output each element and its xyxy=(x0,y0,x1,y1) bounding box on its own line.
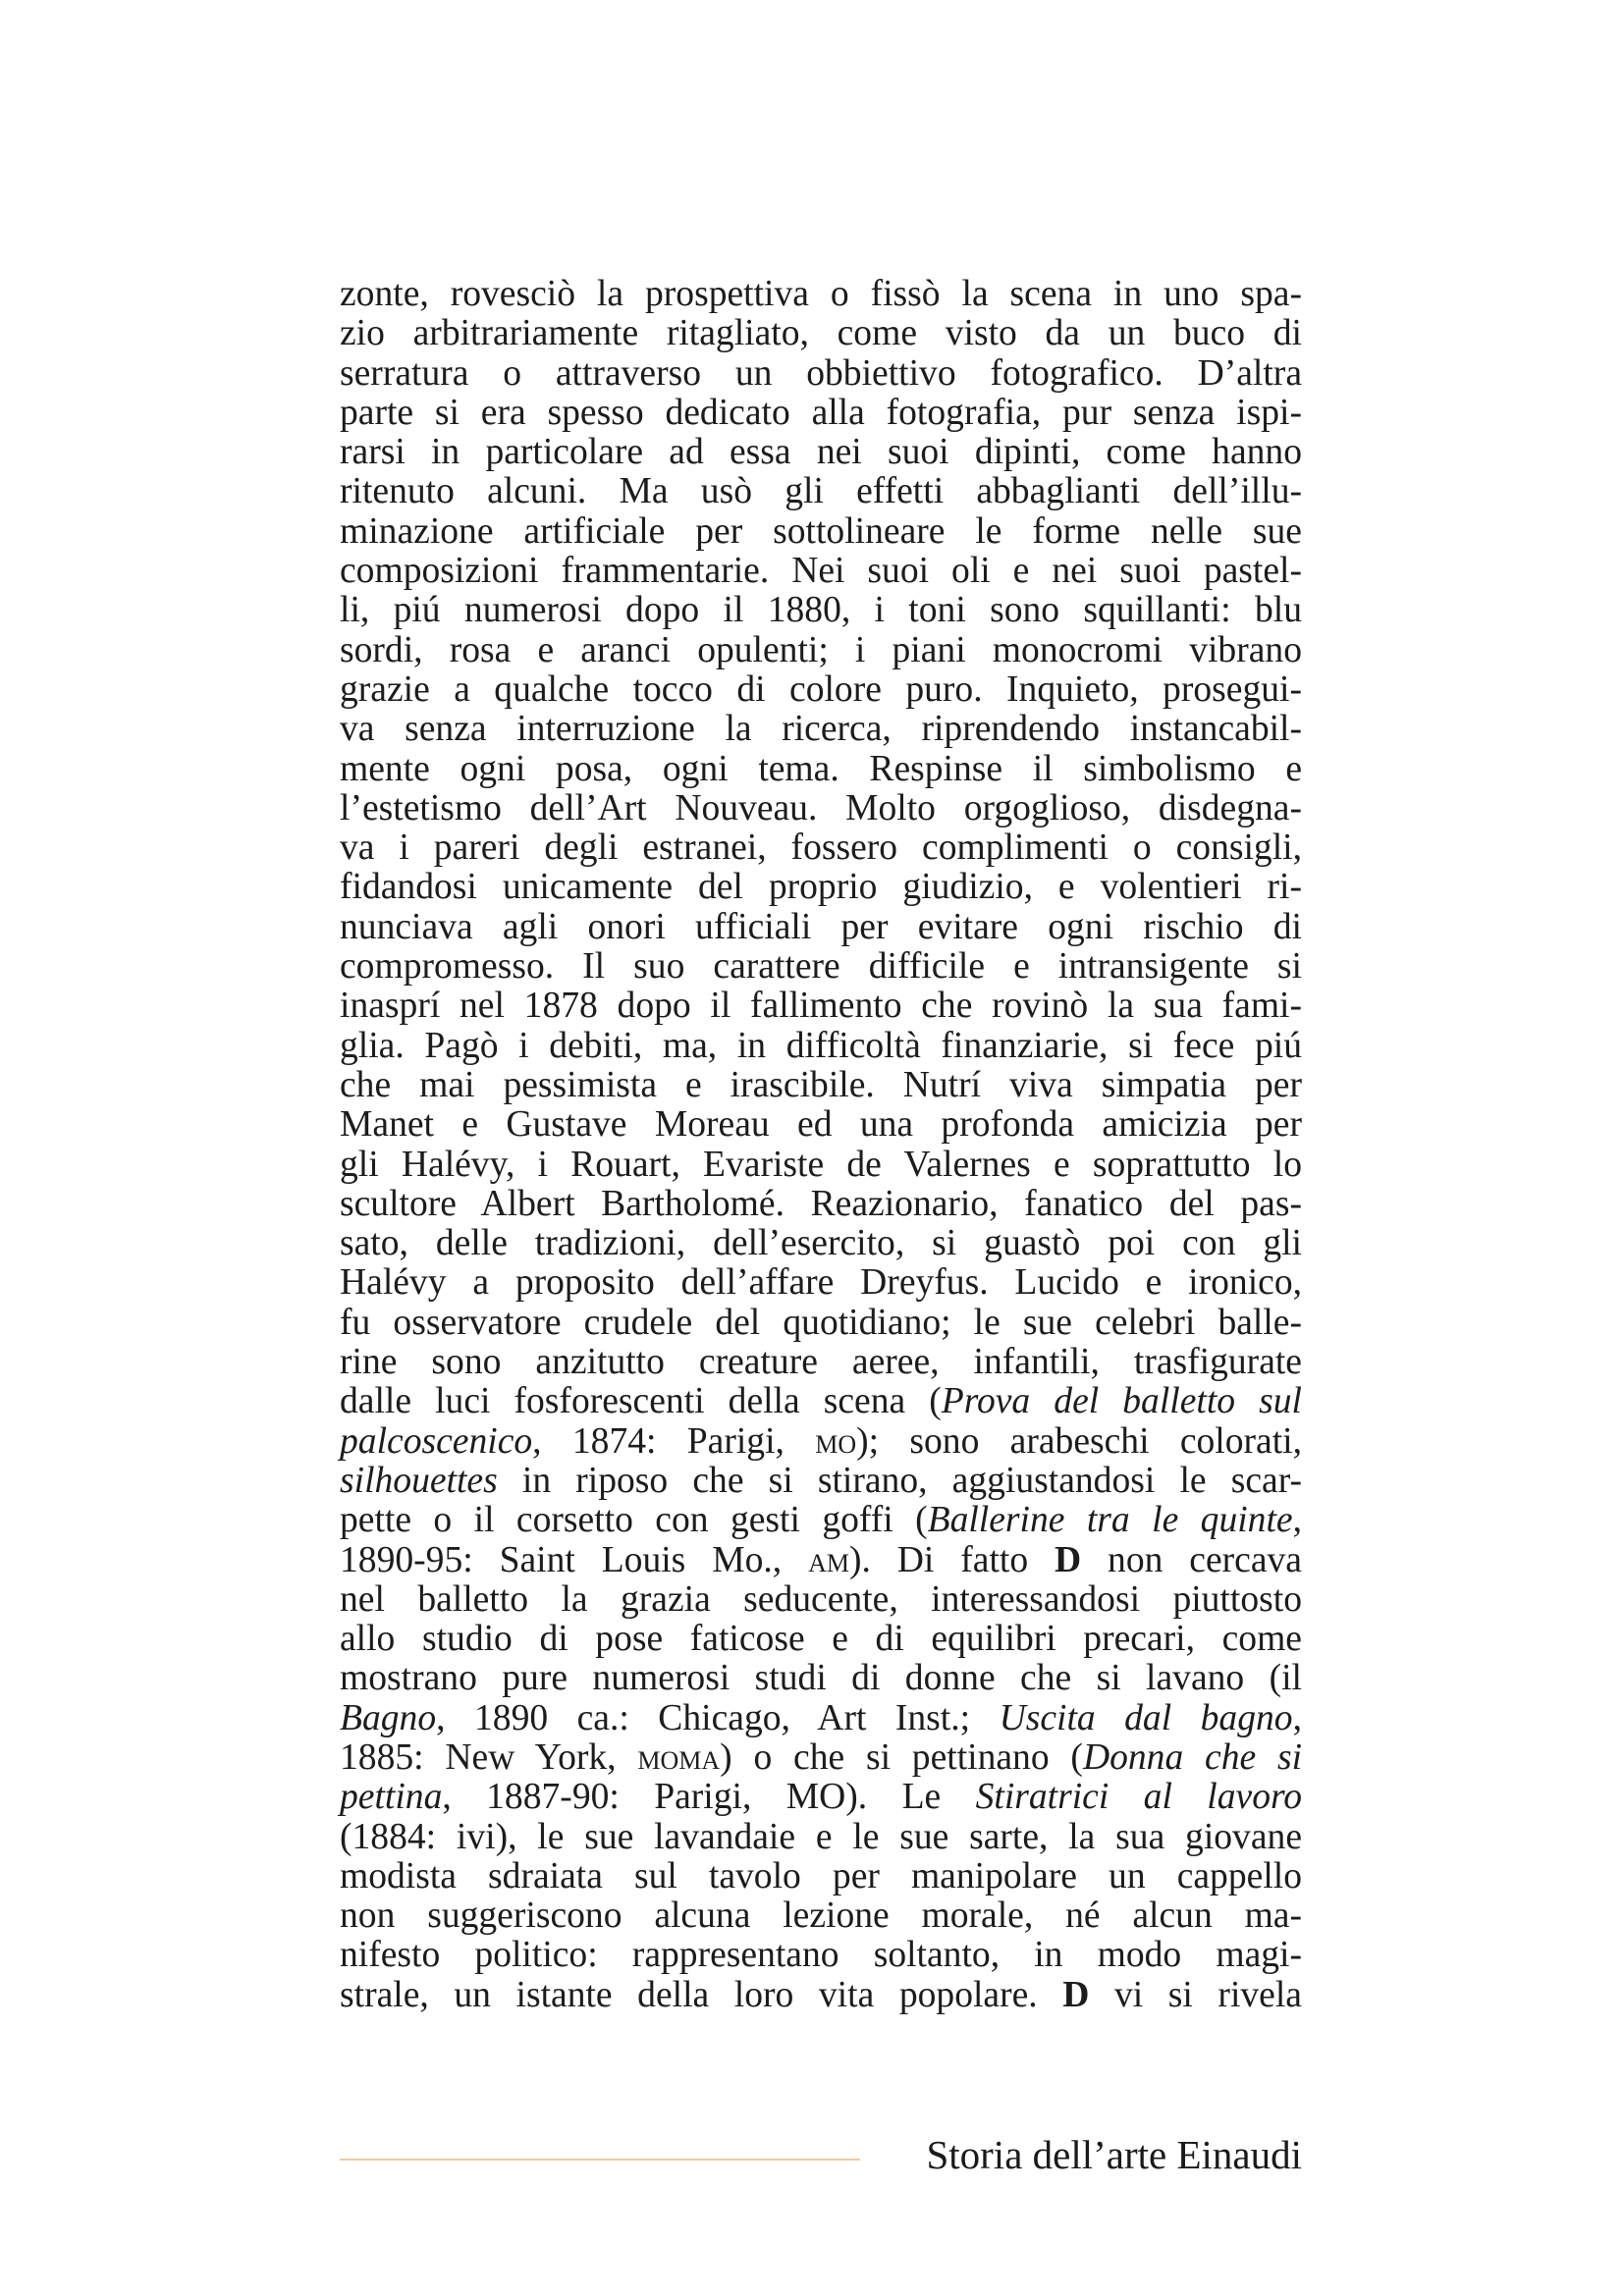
text-segment: fu osservatore crudele del quotidiano; le sue celebri balle- xyxy=(340,1302,1302,1343)
text-segment-italic: Prova del balletto sul xyxy=(941,1381,1302,1422)
text-line xyxy=(340,670,1302,710)
text-segment: ) o che si pettinano ( xyxy=(720,1736,1083,1778)
text-line xyxy=(340,1382,1302,1421)
text-segment-italic: pettina xyxy=(340,1777,443,1818)
text-segment: , xyxy=(1292,1697,1302,1738)
text-line xyxy=(340,947,1302,987)
text-line xyxy=(340,1818,1302,1857)
text-line xyxy=(340,750,1302,789)
text-line xyxy=(340,828,1302,868)
text-segment: ); sono arabeschi colorati, xyxy=(856,1420,1302,1462)
text-line xyxy=(340,1146,1302,1185)
page-footer xyxy=(340,2130,1302,2189)
text-segment: vi si rivela xyxy=(1089,1974,1302,2015)
text-segment: sordi, rosa e aranci opulenti; i piani monocromi vibrano xyxy=(340,629,1302,670)
text-line xyxy=(340,1343,1302,1382)
text-segment: allo studio di pose faticose e di equilibri precari, come xyxy=(340,1619,1302,1660)
text-segment: ritenuto alcuni. Ma usò gli effetti abbaglianti dell’illu- xyxy=(340,471,1302,512)
text-line xyxy=(340,1066,1302,1105)
text-segment: gli Halévy, i Rouart, Evariste de Valernes e soprattutto lo xyxy=(340,1144,1302,1185)
text-segment: parte si era spesso dedicato alla fotografia, pur senza ispi- xyxy=(340,392,1302,433)
text-line xyxy=(340,1105,1302,1145)
text-line xyxy=(340,1541,1302,1580)
text-line xyxy=(340,552,1302,591)
text-line xyxy=(340,472,1302,511)
text-segment: strale, un istante della loro vita popolare. xyxy=(340,1974,1063,2015)
text-segment: grazie a qualche tocco di colore puro. Inquieto, prosegui- xyxy=(340,668,1302,710)
text-line xyxy=(340,1699,1302,1738)
text-segment-bold: D xyxy=(1055,1539,1082,1580)
text-segment-italic: Bagno xyxy=(340,1697,437,1738)
text-line xyxy=(340,1462,1302,1501)
text-segment: nunciava agli onori ufficiali per evitare ogni rischio di xyxy=(340,906,1302,947)
text-segment: Halévy a proposito dell’affare Dreyfus. Lucido e ironico, xyxy=(340,1262,1302,1304)
text-segment: zonte, rovesciò la prospettiva o fissò la scena in uno spa- xyxy=(340,274,1302,314)
text-line xyxy=(340,591,1302,630)
text-segment-italic: Uscita dal bagno xyxy=(999,1697,1293,1738)
text-segment-italic: silhouettes xyxy=(340,1460,498,1501)
text-segment: rarsi in particolare ad essa nei suoi dipinti, come hanno xyxy=(340,432,1302,473)
text-segment: (1884: ivi), le sue lavandaie e le sue sarte, la sua giovane xyxy=(340,1816,1302,1857)
text-line xyxy=(340,1422,1302,1462)
text-line xyxy=(340,275,1302,314)
text-segment: pette o il corsetto con gesti goffi ( xyxy=(340,1500,928,1541)
text-segment: sato, delle tradizioni, dell’esercito, si guastò poi con gli xyxy=(340,1223,1302,1264)
text-segment: non suggeriscono alcuna lezione morale, né alcun ma- xyxy=(340,1896,1302,1937)
text-segment: mente ogni posa, ogni tema. Respinse il simbolismo e xyxy=(340,748,1302,789)
text-segment: che mai pessimista e irascibile. Nutrí viva simpatia per xyxy=(340,1064,1302,1105)
text-segment: scultore Albert Bartholomé. Reazionario, fanatico del pas- xyxy=(340,1183,1302,1224)
text-segment: li, piú numerosi dopo il 1880, i toni sono squillanti: blu xyxy=(340,590,1302,631)
text-line xyxy=(340,987,1302,1026)
text-segment-italic: Donna che si xyxy=(1082,1736,1303,1778)
body-text xyxy=(340,275,1302,2015)
text-line xyxy=(340,710,1302,749)
text-segment-italic: Stiratrici al lavoro xyxy=(975,1777,1302,1818)
text-segment: l’estetismo dell’Art Nouveau. Molto orgoglioso, disdegna- xyxy=(340,787,1302,828)
text-segment: va senza interruzione la ricerca, riprendendo instancabil- xyxy=(340,709,1302,750)
text-segment: mostrano pure numerosi studi di donne che si lavano (il xyxy=(340,1658,1302,1699)
text-line xyxy=(340,512,1302,552)
text-line xyxy=(340,1027,1302,1066)
text-segment: ). Di fatto xyxy=(848,1539,1055,1580)
text-line xyxy=(340,1659,1302,1698)
text-segment: rine sono anzitutto creature aeree, infantili, trasfigurate xyxy=(340,1342,1302,1383)
text-line xyxy=(340,394,1302,433)
text-segment: va i pareri degli estranei, fossero complimenti o consigli, xyxy=(340,828,1302,869)
text-line xyxy=(340,1304,1302,1343)
text-line xyxy=(340,1185,1302,1224)
text-line xyxy=(340,1224,1302,1263)
text-segment: , xyxy=(1292,1500,1302,1541)
text-line xyxy=(340,868,1302,907)
text-segment: Manet e Gustave Moreau ed una profonda amicizia per xyxy=(340,1104,1302,1146)
text-line xyxy=(340,1896,1302,1936)
text-segment: non cercava xyxy=(1081,1539,1302,1580)
text-segment: modista sdraiata sul tavolo per manipolare un cappello xyxy=(340,1855,1302,1896)
text-segment-smallcaps: moma xyxy=(637,1736,721,1778)
text-line xyxy=(340,1936,1302,1975)
text-segment: nifesto politico: rappresentano soltanto, in modo magi- xyxy=(340,1935,1302,1976)
text-line xyxy=(340,314,1302,353)
text-segment: , 1887-90: Parigi, MO). Le xyxy=(442,1777,976,1818)
text-segment: , 1890 ca.: Chicago, Art Inst.; xyxy=(436,1697,1000,1738)
text-segment: inasprí nel 1878 dopo il fallimento che rovinò la sua fami- xyxy=(340,986,1302,1027)
text-segment: dalle luci fosforescenti della scena ( xyxy=(340,1381,942,1422)
text-line xyxy=(340,1620,1302,1659)
text-segment: 1885: New York, xyxy=(340,1736,638,1778)
text-line xyxy=(340,1501,1302,1540)
text-line xyxy=(340,1580,1302,1620)
text-segment: nel balletto la grazia seducente, interessandosi piuttosto xyxy=(340,1578,1302,1620)
text-segment: serratura o attraverso un obbiettivo fotografico. D’altra xyxy=(340,352,1302,394)
text-segment: minazione artificiale per sottolineare le forme nelle sue xyxy=(340,510,1302,552)
text-segment-italic: palcoscenico xyxy=(340,1420,533,1462)
text-line xyxy=(340,354,1302,394)
text-line xyxy=(340,1857,1302,1896)
text-line xyxy=(340,631,1302,670)
text-segment: zio arbitrariamente ritagliato, come visto da un buco di xyxy=(340,313,1302,354)
text-segment-bold: D xyxy=(1062,1974,1090,2015)
text-segment: in riposo che si stirano, aggiustandosi le scar- xyxy=(497,1460,1302,1501)
text-line xyxy=(340,1778,1302,1817)
footer-title: Storia dell’arte Einaudi xyxy=(926,2132,1302,2177)
text-segment: composizioni frammentarie. Nei suoi oli e nei suoi pastel- xyxy=(340,551,1302,592)
text-segment-smallcaps: am xyxy=(808,1539,849,1580)
text-segment: glia. Pagò i debiti, ma, in difficoltà finanziarie, si fece piú xyxy=(340,1025,1302,1066)
text-line xyxy=(340,1738,1302,1778)
text-line xyxy=(340,789,1302,828)
text-line xyxy=(340,908,1302,947)
text-line xyxy=(340,1263,1302,1303)
text-segment: , 1874: Parigi, xyxy=(532,1420,816,1462)
text-line xyxy=(340,433,1302,472)
text-segment: compromesso. Il suo carattere difficile e intransigente si xyxy=(340,946,1302,988)
footer-rule xyxy=(340,2159,860,2161)
text-line xyxy=(340,1976,1302,2015)
text-segment-smallcaps: mo xyxy=(815,1420,857,1462)
text-segment: fidandosi unicamente del proprio giudizio, e volentieri ri- xyxy=(340,867,1302,908)
text-segment: 1890-95: Saint Louis Mo., xyxy=(340,1539,809,1580)
text-segment-italic: Ballerine tra le quinte xyxy=(927,1500,1293,1541)
